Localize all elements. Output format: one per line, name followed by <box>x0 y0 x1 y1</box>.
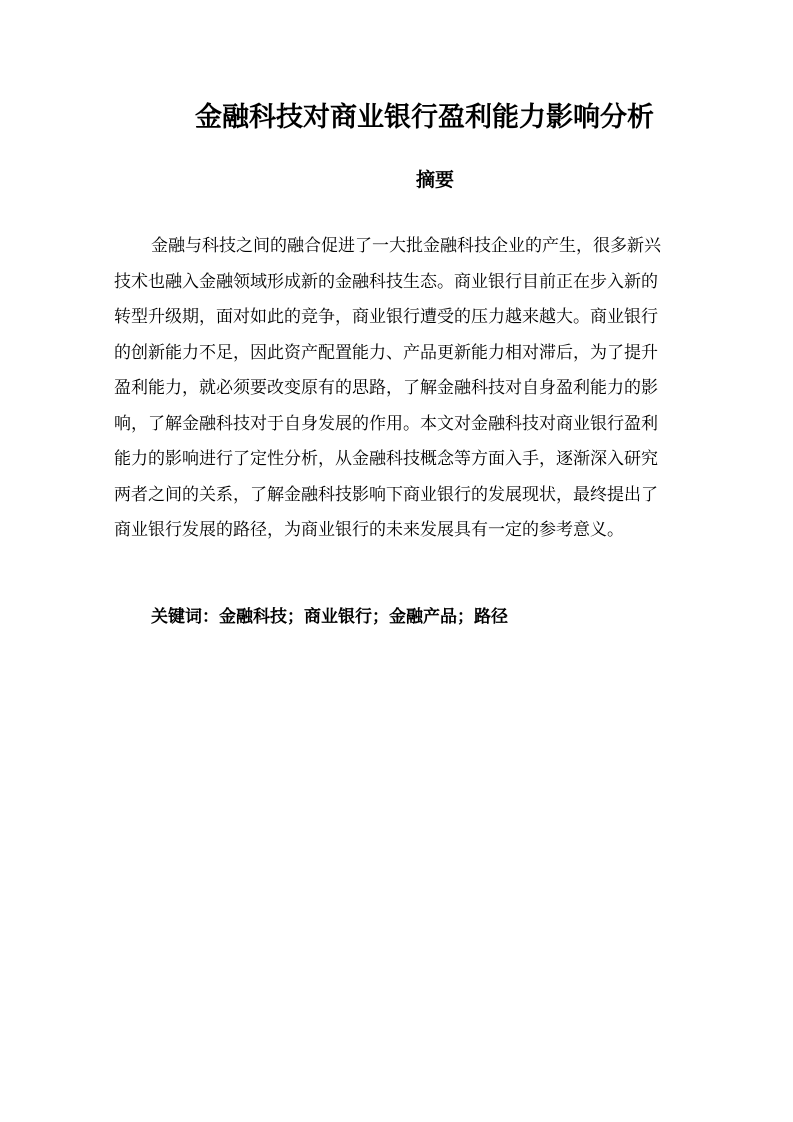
abstract-line: 转型升级期，面对如此的竞争，商业银行遭受的压力越来越大。商业银行 <box>114 307 658 327</box>
abstract-line: 响，了解金融科技对于自身发展的作用。本文对金融科技对商业银行盈利 <box>114 413 658 434</box>
abstract-heading: 摘要 <box>415 169 454 191</box>
keywords: 关键词：金融科技；商业银行；金融产品；路径 <box>151 607 508 627</box>
abstract-body <box>114 229 719 549</box>
abstract-line: 两者之间的关系，了解金融科技影响下商业银行的发展现状，最终提出了 <box>114 484 658 505</box>
abstract-line: 盈利能力，就必须要改变原有的思路，了解金融科技对自身盈利能力的影 <box>114 378 658 398</box>
abstract-line: 技术也融入金融领域形成新的金融科技生态。商业银行目前正在步入新的 <box>114 271 658 292</box>
abstract-line: 商业银行发展的路径，为商业银行的未来发展具有一定的参考意义。 <box>114 520 624 540</box>
abstract-line: 金融与科技之间的融合促进了一大批金融科技企业的产生，很多新兴 <box>151 236 661 256</box>
abstract-line: 的创新能力不足，因此资产配置能力、产品更新能力相对滞后，为了提升 <box>114 342 658 363</box>
abstract-line: 能力的影响进行了定性分析，从金融科技概念等方面入手，逐渐深入研究 <box>114 449 658 469</box>
document-title: 金融科技对商业银行盈利能力影响分析 <box>195 102 654 133</box>
